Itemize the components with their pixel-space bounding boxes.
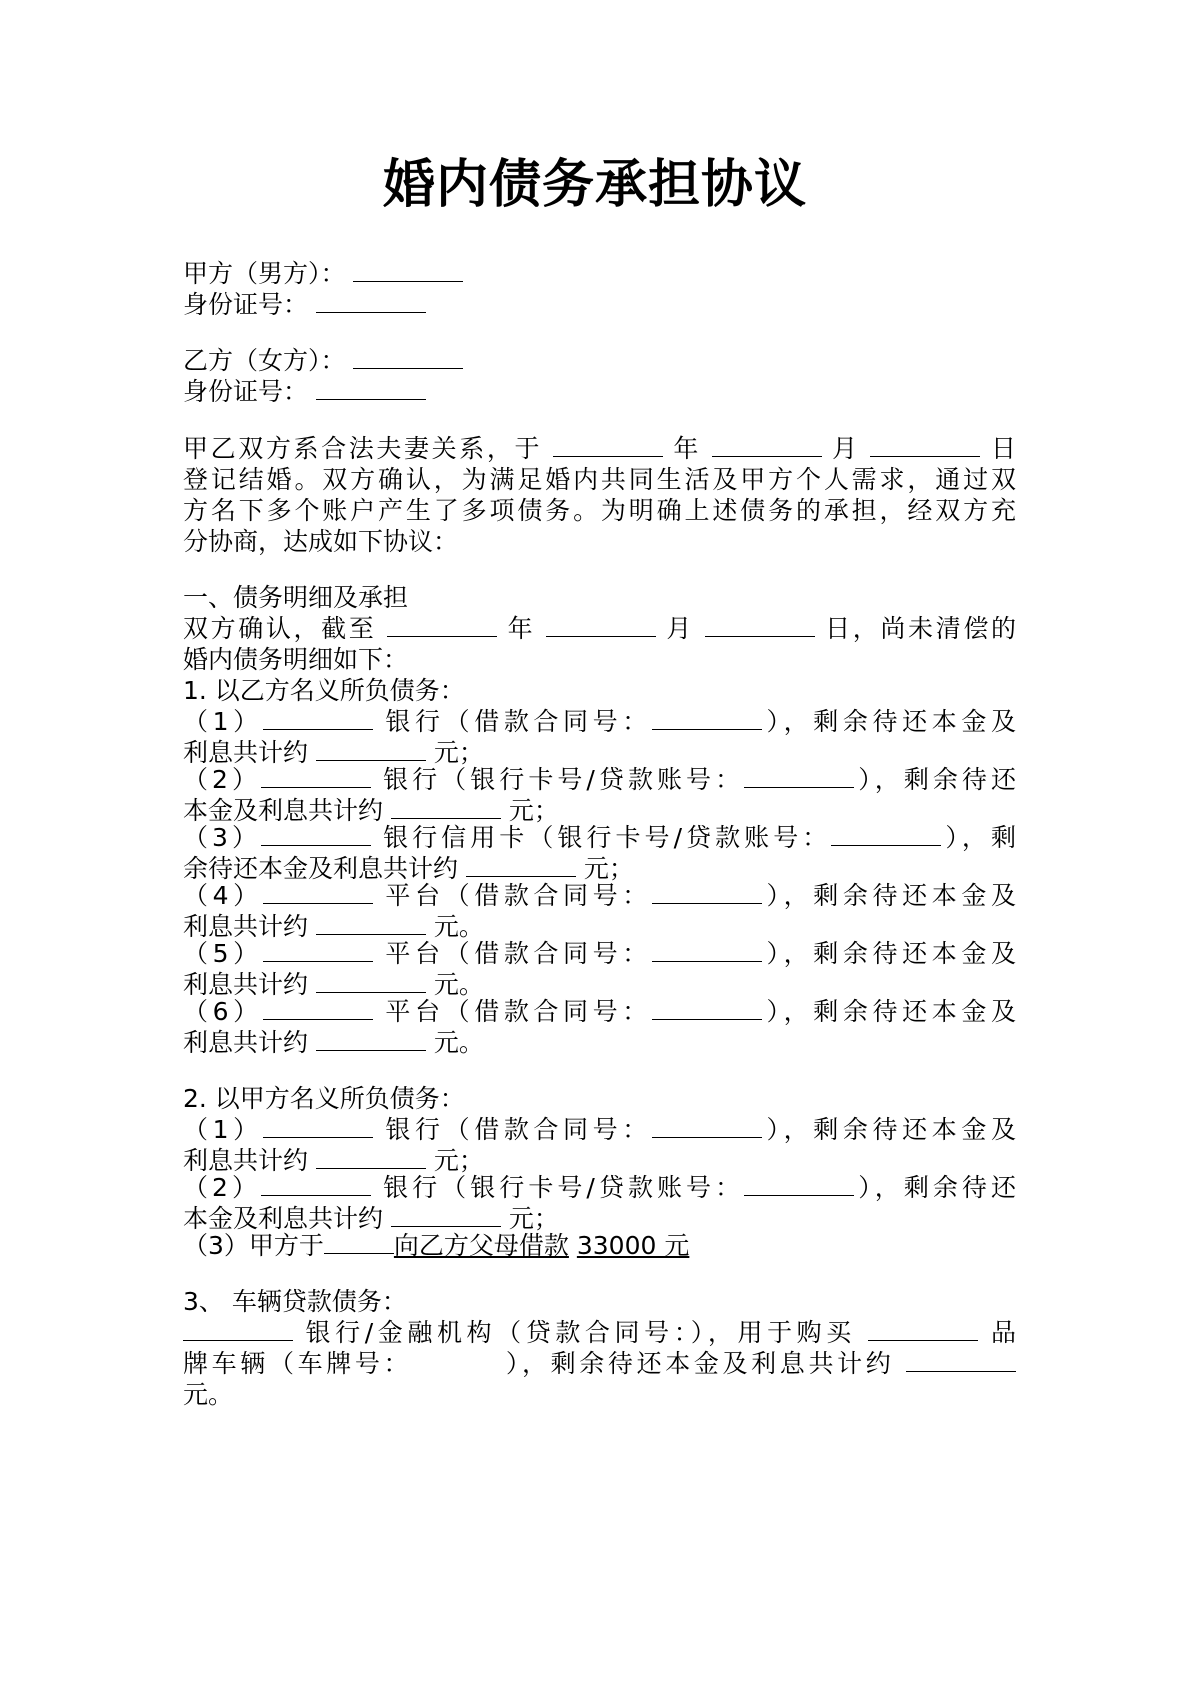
party-b-id-line (183, 376, 1016, 407)
amount-blank[interactable] (391, 1204, 501, 1227)
debt-detail-intro: 婚内债务明细如下： (183, 645, 409, 674)
section-1-heading: 一、债务明细及承担 (183, 583, 409, 612)
item-text: 元； (583, 854, 634, 883)
bank-name-blank[interactable] (261, 765, 371, 788)
vehicle-brand-blank[interactable] (868, 1318, 978, 1341)
item-text: 利息共计约 (183, 738, 309, 767)
item-text: 利息共计约 (183, 1146, 309, 1175)
day-label: 日，尚未清偿的 (825, 614, 1016, 643)
platform-name-blank[interactable] (263, 997, 373, 1020)
item-number: （4） (183, 881, 263, 910)
party-a-label: 甲方（男方）： (183, 259, 346, 288)
day-label: 日 (990, 434, 1016, 463)
cutoff-month-blank[interactable] (546, 614, 656, 637)
preamble-text: 甲乙双方系合法夫妻关系，于 (183, 434, 543, 463)
debt-item (183, 996, 1016, 1027)
debt-item (183, 1172, 1016, 1203)
item-text: ），剩余待还本金及 (761, 939, 1016, 968)
platform-name-blank[interactable] (263, 939, 373, 962)
party-b-line (183, 345, 1016, 376)
bank-name-blank[interactable] (263, 1115, 373, 1138)
contract-number-blank[interactable] (652, 997, 762, 1020)
item-text: 利息共计约 (183, 970, 309, 999)
contract-number-blank[interactable] (652, 881, 762, 904)
item-text: ），剩余待还本金及 (761, 997, 1016, 1026)
debt-item (183, 880, 1016, 911)
amount-blank[interactable] (391, 796, 501, 819)
item-text: ），剩余待还本金及 (761, 881, 1016, 910)
item-number: （2） (183, 765, 262, 794)
item-number: （2） (183, 1173, 262, 1202)
item-number: （3） (183, 823, 262, 852)
account-number-blank[interactable] (744, 1173, 854, 1196)
party-a-line (183, 258, 1016, 289)
item-number: （1） (183, 707, 263, 736)
party-a-id-line (183, 289, 1016, 320)
item-text: 平台（借款合同号： (385, 939, 652, 968)
debt-item (183, 764, 1016, 795)
item-text: 元。 (433, 1028, 484, 1057)
lender-name-blank[interactable] (183, 1318, 293, 1341)
party-b-name-blank[interactable] (353, 346, 463, 369)
item-text: （3）甲方于 (183, 1231, 324, 1260)
item-text: 元； (508, 796, 559, 825)
account-number-blank[interactable] (831, 823, 941, 846)
debt-item (183, 822, 1016, 853)
party-b-id-blank[interactable] (316, 377, 426, 400)
amount-blank[interactable] (316, 1028, 426, 1051)
debt-item-parents-loan (183, 1230, 1016, 1261)
item-text: 余待还本金及利息共计约 (183, 854, 459, 883)
cutoff-text: 双方确认，截至 (183, 614, 377, 643)
contract-number-blank[interactable] (652, 707, 762, 730)
item-text: ），剩余待还本金及 (761, 707, 1016, 736)
item-text: ），剩余待还 (854, 1173, 1016, 1202)
sub2-heading: 2. 以甲方名义所负债务： (183, 1084, 465, 1113)
item-number: （5） (183, 939, 263, 968)
vehicle-loan-line-3: 元。 (183, 1380, 234, 1409)
cutoff-date-line (183, 613, 1016, 644)
amount-blank[interactable] (466, 854, 576, 877)
preamble-line-2: 登记结婚。双方确认，为满足婚内共同生活及甲方个人需求，通过双 (183, 465, 1016, 494)
vehicle-loan-line-2 (183, 1348, 1016, 1379)
item-text: 元； (433, 1146, 484, 1175)
party-b-id-label: 身份证号： (183, 377, 309, 406)
debt-item (183, 938, 1016, 969)
item-text: 元； (508, 1204, 559, 1233)
marriage-month-blank[interactable] (712, 434, 822, 457)
sub1-heading: 1. 以乙方名义所负债务： (183, 676, 465, 705)
debt-item (183, 1114, 1016, 1145)
cutoff-year-blank[interactable] (387, 614, 497, 637)
item-text: 元。 (433, 912, 484, 941)
party-a-id-blank[interactable] (316, 290, 426, 313)
item-text: 银行（借款合同号： (385, 1115, 652, 1144)
preamble-line-3: 方名下多个账户产生了多项债务。为明确上述债务的承担，经双方充 (183, 496, 1016, 525)
item-text: 平台（借款合同号： (385, 997, 652, 1026)
item-text: ），剩 (941, 823, 1016, 852)
marriage-year-blank[interactable] (553, 434, 663, 457)
item-text: 银行/金融机构（贷款合同号：），用于购买 (305, 1318, 856, 1347)
platform-name-blank[interactable] (263, 881, 373, 904)
loan-amount: 33000 元 (576, 1231, 690, 1260)
item-text: 银行（银行卡号/贷款账号： (383, 765, 745, 794)
debt-item (183, 706, 1016, 737)
amount-blank[interactable] (316, 738, 426, 761)
item-text: 利息共计约 (183, 1028, 309, 1057)
party-a-name-blank[interactable] (353, 259, 463, 282)
item-text: 利息共计约 (183, 912, 309, 941)
contract-number-blank[interactable] (652, 939, 762, 962)
item-text: 元。 (433, 970, 484, 999)
month-label: 月 (666, 614, 695, 643)
item-number: （6） (183, 997, 263, 1026)
vehicle-loan-line-1 (183, 1317, 1016, 1348)
item-text: 牌车辆（车牌号： (183, 1349, 413, 1378)
amount-blank[interactable] (906, 1349, 1016, 1372)
item-text: 银行（银行卡号/贷款账号： (383, 1173, 745, 1202)
item-number: （1） (183, 1115, 263, 1144)
sub3-heading: 3、 车辆贷款债务： (183, 1287, 407, 1316)
amount-blank[interactable] (316, 1146, 426, 1169)
cutoff-day-blank[interactable] (705, 614, 815, 637)
item-text: ），剩余待还本金及利息共计约 (502, 1349, 895, 1378)
party-a-id-label: 身份证号： (183, 290, 309, 319)
bank-name-blank[interactable] (261, 1173, 371, 1196)
item-text: ），剩余待还本金及 (761, 1115, 1016, 1144)
item-text: 向乙方父母借款 (393, 1231, 569, 1260)
loan-date-blank[interactable] (324, 1231, 394, 1254)
contract-number-blank[interactable] (652, 1115, 762, 1138)
marriage-day-blank[interactable] (870, 434, 980, 457)
year-label: 年 (673, 434, 701, 463)
item-text: 银行（借款合同号： (385, 707, 652, 736)
item-text: 银行信用卡（银行卡号/贷款账号： (383, 823, 832, 852)
bank-name-blank[interactable] (263, 707, 373, 730)
month-label: 月 (832, 434, 860, 463)
amount-blank[interactable] (316, 970, 426, 993)
item-text: 品 (990, 1318, 1016, 1347)
account-number-blank[interactable] (744, 765, 854, 788)
item-text: 本金及利息共计约 (183, 1204, 384, 1233)
item-text: 平台（借款合同号： (385, 881, 652, 910)
preamble-line-4: 分协商，达成如下协议： (183, 527, 459, 556)
debt-item-amount (183, 1027, 1016, 1058)
bank-name-blank[interactable] (261, 823, 371, 846)
item-text: ），剩余待还 (854, 765, 1016, 794)
item-text: 本金及利息共计约 (183, 796, 384, 825)
item-text: 元； (433, 738, 484, 767)
amount-blank[interactable] (316, 912, 426, 935)
year-label: 年 (507, 614, 536, 643)
party-b-label: 乙方（女方）： (183, 346, 346, 375)
preamble-line-1 (183, 433, 1016, 464)
document-title: 婚内债务承担协议 (382, 154, 807, 215)
